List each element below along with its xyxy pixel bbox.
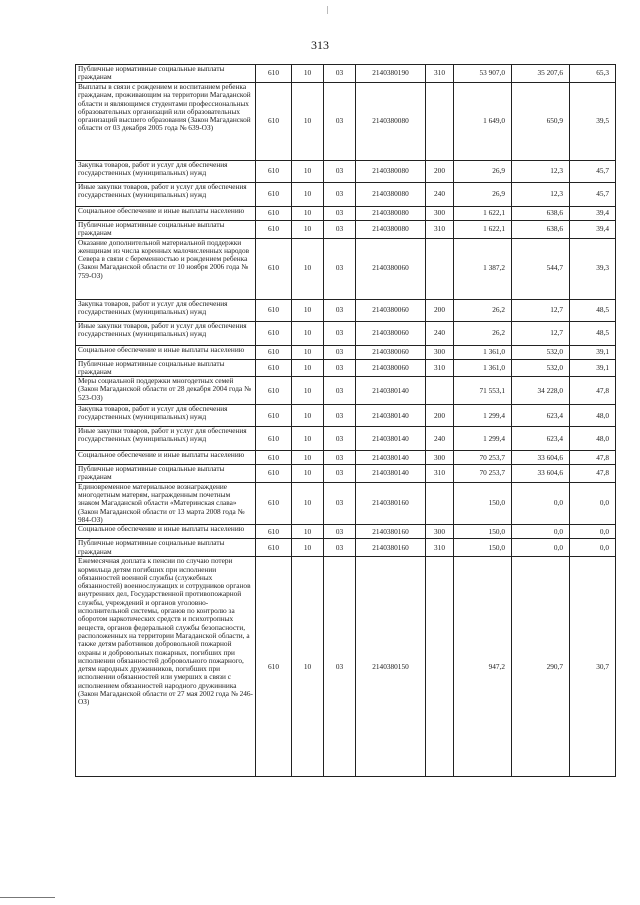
- cell-plan: 947,2: [454, 557, 512, 777]
- cell-plan: 71 553,1: [454, 377, 512, 405]
- cell-ved: 610: [256, 83, 292, 161]
- cell-csr: 2140380160: [356, 539, 426, 557]
- cell-ved: 610: [256, 525, 292, 539]
- cell-ved: 610: [256, 482, 292, 524]
- cell-name: Меры социальной поддержки многодетных семей (Закон Магаданской области от 28 декабря 2004 года № 523-ОЗ): [76, 377, 256, 405]
- cell-fact: 12,7: [512, 299, 570, 321]
- cell-csr: 2140380160: [356, 482, 426, 524]
- cell-ved: 610: [256, 299, 292, 321]
- table-row: [76, 221, 616, 239]
- cell-pr: 03: [324, 65, 356, 83]
- cell-csr: 2140380060: [356, 359, 426, 377]
- table-row: [76, 465, 616, 483]
- cell-plan: 1 299,4: [454, 427, 512, 451]
- cell-pct: 39,5: [570, 83, 616, 161]
- cell-pct: 0,0: [570, 525, 616, 539]
- cell-vr: 310: [426, 65, 454, 83]
- cell-plan: 26,2: [454, 321, 512, 345]
- cell-name: Социальное обеспечение и иные выплаты населению: [76, 207, 256, 221]
- cell-name: Социальное обеспечение и иные выплаты населению: [76, 345, 256, 359]
- cell-name: Выплаты в связи с рождением и воспитанием ребенка гражданам, проживающим на территории Магаданской области и являющимся студентами профессиональных образовательных организаций или образовательных организаций высшего образования (Закон Магаданской области от 03 декабря 2005 года № 639-ОЗ): [76, 83, 256, 161]
- cell-rz: 10: [292, 238, 324, 299]
- table-row: [76, 345, 616, 359]
- cell-csr: 2140380150: [356, 557, 426, 777]
- cell-ved: 610: [256, 238, 292, 299]
- cell-pr: 03: [324, 557, 356, 777]
- cell-rz: 10: [292, 377, 324, 405]
- cell-rz: 10: [292, 161, 324, 183]
- cell-fact: 34 228,0: [512, 377, 570, 405]
- cell-csr: 2140380080: [356, 221, 426, 239]
- cell-fact: 12,7: [512, 321, 570, 345]
- cell-fact: 638,6: [512, 221, 570, 239]
- cell-pct: 48,0: [570, 405, 616, 427]
- cell-ved: 610: [256, 183, 292, 207]
- cell-rz: 10: [292, 405, 324, 427]
- cell-csr: 2140380140: [356, 377, 426, 405]
- cell-plan: 70 253,7: [454, 451, 512, 465]
- cell-pr: 03: [324, 207, 356, 221]
- cell-vr: 240: [426, 183, 454, 207]
- cell-rz: 10: [292, 557, 324, 777]
- cell-fact: 638,6: [512, 207, 570, 221]
- cell-ved: 610: [256, 161, 292, 183]
- cell-pct: 45,7: [570, 183, 616, 207]
- cell-fact: 623,4: [512, 427, 570, 451]
- table-row: [76, 359, 616, 377]
- scan-mark: [327, 6, 328, 14]
- cell-vr: 200: [426, 299, 454, 321]
- table-row: [76, 83, 616, 161]
- table-row: [76, 299, 616, 321]
- cell-vr: 240: [426, 321, 454, 345]
- cell-fact: 0,0: [512, 482, 570, 524]
- cell-pr: 03: [324, 482, 356, 524]
- cell-name: Закупка товаров, работ и услуг для обеспечения государственных (муниципальных) нужд: [76, 405, 256, 427]
- cell-pr: 03: [324, 161, 356, 183]
- cell-pct: 47,8: [570, 451, 616, 465]
- cell-pct: 47,8: [570, 465, 616, 483]
- cell-csr: 2140380140: [356, 451, 426, 465]
- cell-vr: 310: [426, 359, 454, 377]
- table-row: [76, 525, 616, 539]
- cell-pr: 03: [324, 359, 356, 377]
- cell-ved: 610: [256, 557, 292, 777]
- cell-rz: 10: [292, 482, 324, 524]
- cell-pct: 48,5: [570, 321, 616, 345]
- cell-rz: 10: [292, 207, 324, 221]
- cell-csr: 2140380140: [356, 427, 426, 451]
- cell-name: Закупка товаров, работ и услуг для обеспечения государственных (муниципальных) нужд: [76, 161, 256, 183]
- cell-vr: 300: [426, 525, 454, 539]
- cell-fact: 35 207,6: [512, 65, 570, 83]
- cell-rz: 10: [292, 183, 324, 207]
- cell-plan: 1 622,1: [454, 207, 512, 221]
- cell-fact: 623,4: [512, 405, 570, 427]
- cell-name: Публичные нормативные социальные выплаты гражданам: [76, 465, 256, 483]
- table-row: [76, 65, 616, 83]
- budget-table: [75, 64, 616, 777]
- cell-vr: 310: [426, 221, 454, 239]
- cell-csr: 2140380080: [356, 207, 426, 221]
- cell-name: Публичные нормативные социальные выплаты гражданам: [76, 539, 256, 557]
- cell-rz: 10: [292, 359, 324, 377]
- cell-pr: 03: [324, 299, 356, 321]
- cell-csr: 2140380140: [356, 405, 426, 427]
- cell-vr: 300: [426, 207, 454, 221]
- cell-pr: 03: [324, 525, 356, 539]
- cell-fact: 33 604,6: [512, 465, 570, 483]
- cell-pct: 39,1: [570, 345, 616, 359]
- cell-name: Оказание дополнительной материальной поддержки женщинам из числа коренных малочисленных народов Севера в связи с беременностью и рождением ребенка (Закон Магаданской области от 10 ноября 2006 года № 759-ОЗ): [76, 238, 256, 299]
- cell-vr: [426, 238, 454, 299]
- cell-fact: 532,0: [512, 359, 570, 377]
- cell-plan: 150,0: [454, 525, 512, 539]
- cell-rz: 10: [292, 451, 324, 465]
- table-row: [76, 539, 616, 557]
- cell-name: Публичные нормативные социальные выплаты гражданам: [76, 359, 256, 377]
- cell-vr: 240: [426, 427, 454, 451]
- table-row: [76, 451, 616, 465]
- cell-fact: 544,7: [512, 238, 570, 299]
- cell-ved: 610: [256, 345, 292, 359]
- cell-plan: 1 361,0: [454, 359, 512, 377]
- cell-csr: 2140380060: [356, 321, 426, 345]
- cell-rz: 10: [292, 299, 324, 321]
- cell-pr: 03: [324, 345, 356, 359]
- cell-name: Закупка товаров, работ и услуг для обеспечения государственных (муниципальных) нужд: [76, 299, 256, 321]
- cell-name: Иные закупки товаров, работ и услуг для обеспечения государственных (муниципальных) нужд: [76, 183, 256, 207]
- table-row: [76, 557, 616, 777]
- cell-rz: 10: [292, 65, 324, 83]
- cell-rz: 10: [292, 83, 324, 161]
- cell-csr: 2140380060: [356, 345, 426, 359]
- cell-name: Иные закупки товаров, работ и услуг для обеспечения государственных (муниципальных) нужд: [76, 321, 256, 345]
- cell-pct: 48,5: [570, 299, 616, 321]
- cell-fact: 650,9: [512, 83, 570, 161]
- cell-fact: 0,0: [512, 539, 570, 557]
- cell-vr: 300: [426, 451, 454, 465]
- cell-fact: 290,7: [512, 557, 570, 777]
- cell-pct: 39,3: [570, 238, 616, 299]
- cell-vr: [426, 557, 454, 777]
- cell-pr: 03: [324, 405, 356, 427]
- cell-plan: 26,2: [454, 299, 512, 321]
- cell-name: Социальное обеспечение и иные выплаты населению: [76, 525, 256, 539]
- table-row: [76, 427, 616, 451]
- cell-vr: 300: [426, 345, 454, 359]
- cell-plan: 26,9: [454, 161, 512, 183]
- cell-pr: 03: [324, 238, 356, 299]
- cell-csr: 2140380160: [356, 525, 426, 539]
- cell-vr: 310: [426, 465, 454, 483]
- cell-plan: 1 649,0: [454, 83, 512, 161]
- cell-rz: 10: [292, 539, 324, 557]
- cell-ved: 610: [256, 405, 292, 427]
- cell-rz: 10: [292, 321, 324, 345]
- cell-ved: 610: [256, 221, 292, 239]
- cell-pct: 39,4: [570, 221, 616, 239]
- cell-pr: 03: [324, 539, 356, 557]
- cell-pct: 48,0: [570, 427, 616, 451]
- cell-ved: 610: [256, 321, 292, 345]
- cell-pr: 03: [324, 221, 356, 239]
- cell-ved: 610: [256, 427, 292, 451]
- cell-plan: 1 299,4: [454, 405, 512, 427]
- footer-line: [0, 897, 55, 898]
- cell-pr: 03: [324, 83, 356, 161]
- cell-csr: 2140380080: [356, 183, 426, 207]
- cell-ved: 610: [256, 451, 292, 465]
- cell-pct: 30,7: [570, 557, 616, 777]
- page-number: 313: [311, 38, 329, 52]
- cell-pr: 03: [324, 321, 356, 345]
- table-row: [76, 405, 616, 427]
- cell-csr: 2140380080: [356, 83, 426, 161]
- cell-fact: 0,0: [512, 525, 570, 539]
- cell-pct: 0,0: [570, 539, 616, 557]
- cell-name: Ежемесячная доплата к пенсии по случаю потери кормильца детям погибших при исполнении обязанностей военной службы (служебных обязанностей) военнослужащих и сотрудников органов внутренних дел, Государственной противопожарной службы, учреждений и органов уголовно-исполнительной системы, органов по контролю за оборотом наркотических средств и психотропных веществ, органов федеральной службы безопасности, расположенных на территории Магаданской области, а также детям работников добровольной пожарной охраны и добровольных пожарных, погибших при исполнении обязанностей добровольного пожарного, детям народных дружинников, погибших при исполнении обязанностей или умерших в связи с исполнением обязанностей народного дружинника (Закон Магаданской области от 27 мая 2002 года № 246-ОЗ): [76, 557, 256, 777]
- table-row: [76, 161, 616, 183]
- table-row: [76, 207, 616, 221]
- cell-rz: 10: [292, 525, 324, 539]
- cell-csr: 2140380140: [356, 465, 426, 483]
- table-row: [76, 377, 616, 405]
- cell-ved: 610: [256, 377, 292, 405]
- cell-ved: 610: [256, 207, 292, 221]
- table-row: [76, 321, 616, 345]
- cell-ved: 610: [256, 359, 292, 377]
- cell-pct: 0,0: [570, 482, 616, 524]
- cell-rz: 10: [292, 465, 324, 483]
- cell-fact: 532,0: [512, 345, 570, 359]
- cell-plan: 1 361,0: [454, 345, 512, 359]
- cell-pr: 03: [324, 465, 356, 483]
- cell-pct: 39,1: [570, 359, 616, 377]
- cell-ved: 610: [256, 539, 292, 557]
- cell-plan: 26,9: [454, 183, 512, 207]
- cell-rz: 10: [292, 427, 324, 451]
- table-row: [76, 238, 616, 299]
- cell-fact: 12,3: [512, 161, 570, 183]
- cell-name: Публичные нормативные социальные выплаты гражданам: [76, 65, 256, 83]
- cell-name: Публичные нормативные социальные выплаты гражданам: [76, 221, 256, 239]
- cell-plan: 1 622,1: [454, 221, 512, 239]
- cell-pr: 03: [324, 451, 356, 465]
- cell-rz: 10: [292, 221, 324, 239]
- cell-pct: 39,4: [570, 207, 616, 221]
- cell-pct: 65,3: [570, 65, 616, 83]
- cell-ved: 610: [256, 465, 292, 483]
- cell-plan: 70 253,7: [454, 465, 512, 483]
- cell-fact: 12,3: [512, 183, 570, 207]
- cell-name: Единовременное материальное вознаграждение многодетным матерям, награжденным почетным знаком Магаданской области «Материнская слава» (Закон Магаданской области от 13 марта 2008 года № 984-ОЗ): [76, 482, 256, 524]
- cell-csr: 2140380060: [356, 299, 426, 321]
- cell-plan: 150,0: [454, 482, 512, 524]
- table-row: [76, 482, 616, 524]
- cell-vr: 200: [426, 405, 454, 427]
- cell-plan: 150,0: [454, 539, 512, 557]
- cell-vr: [426, 377, 454, 405]
- cell-pct: 45,7: [570, 161, 616, 183]
- cell-vr: [426, 83, 454, 161]
- cell-pr: 03: [324, 427, 356, 451]
- cell-csr: 2140380190: [356, 65, 426, 83]
- cell-pr: 03: [324, 377, 356, 405]
- cell-plan: 1 387,2: [454, 238, 512, 299]
- cell-vr: 310: [426, 539, 454, 557]
- cell-ved: 610: [256, 65, 292, 83]
- cell-vr: 200: [426, 161, 454, 183]
- cell-name: Социальное обеспечение и иные выплаты населению: [76, 451, 256, 465]
- cell-plan: 53 907,0: [454, 65, 512, 83]
- cell-pr: 03: [324, 183, 356, 207]
- cell-rz: 10: [292, 345, 324, 359]
- cell-fact: 33 604,6: [512, 451, 570, 465]
- cell-name: Иные закупки товаров, работ и услуг для обеспечения государственных (муниципальных) нужд: [76, 427, 256, 451]
- cell-vr: [426, 482, 454, 524]
- table-row: [76, 183, 616, 207]
- cell-pct: 47,8: [570, 377, 616, 405]
- cell-csr: 2140380060: [356, 238, 426, 299]
- cell-csr: 2140380080: [356, 161, 426, 183]
